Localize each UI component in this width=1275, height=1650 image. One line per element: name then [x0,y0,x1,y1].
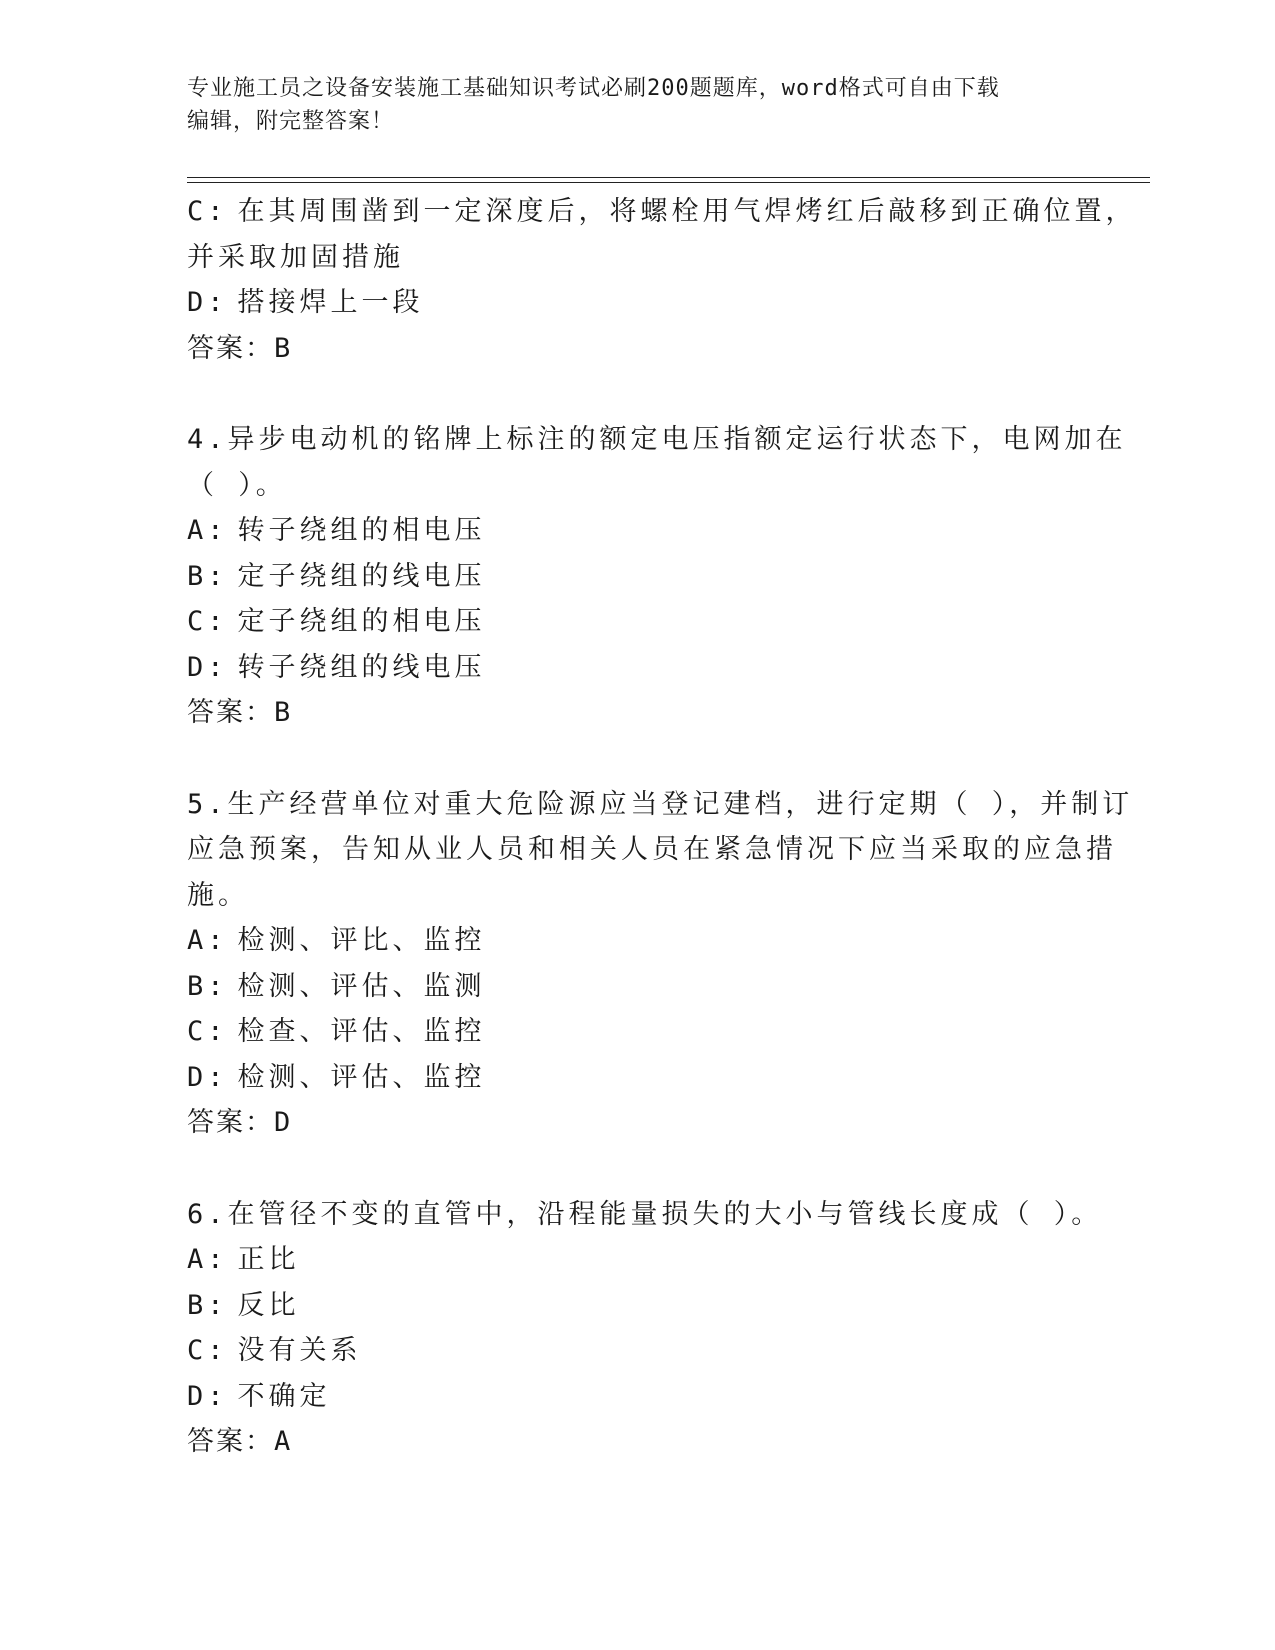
question-3-continuation [187,189,1137,371]
answer-line: 答案：D [187,1107,295,1138]
option-c: C: 检查、评估、监控 [187,1016,486,1047]
option-a: A: 检测、评比、监控 [187,925,486,956]
question-stem: 4.异步电动机的铭牌上标注的额定电压指额定运行状态下，电网加在 [187,424,1127,455]
question-content [187,189,1137,1465]
answer-line: 答案：B [187,697,295,728]
question-6 [187,1192,1103,1465]
spacer [187,1146,1067,1192]
question-stem: 5.生产经营单位对重大危险源应当登记建档，进行定期（ ），并制订 [187,788,1134,820]
header-divider-bottom [187,182,1150,183]
option-b: B: 反比 [187,1289,300,1321]
spacer [187,736,1067,782]
question-stem: 6.在管径不变的直管中，沿程能量损失的大小与管线长度成（ ）。 [187,1198,1103,1230]
answer-value: B [274,697,295,728]
question-stem-continued: （ ）。 [187,469,287,501]
option-b: B: 定子绕组的线电压 [187,560,486,592]
answer-line: 答案：B [187,332,295,364]
option-d: D: 不确定 [187,1380,331,1412]
option-c: C: 在其周围凿到一定深度后，将螺栓用气焊烤红后敲移到正确位置， [187,196,1137,227]
question-stem-continued: 施。 [187,879,249,911]
answer-value: B [274,332,295,364]
header-line-1: 专业施工员之设备安装施工基础知识考试必刷200题题库，word格式可自由下载 [187,76,1000,101]
question-4 [187,417,1127,736]
option-d: D: 检测、评估、监控 [187,1061,486,1093]
option-b: B: 检测、评估、监测 [187,970,486,1002]
answer-value: A [274,1426,295,1457]
option-d: D: 转子绕组的线电压 [187,651,486,683]
option-d: D: 搭接焊上一段 [187,287,424,318]
header-line-2: 编辑，附完整答案！ [187,109,395,134]
option-c: C: 没有关系 [187,1335,362,1366]
option-a: A: 转子绕组的相电压 [187,515,486,546]
document-header [187,72,1067,138]
option-c-continued: 并采取加固措施 [187,241,404,273]
header-divider-top [187,177,1150,178]
option-c: C: 定子绕组的相电压 [187,606,486,637]
spacer [187,371,1067,417]
answer-line: 答案：A [187,1426,295,1457]
option-a: A: 正比 [187,1244,300,1275]
question-5 [187,782,1134,1146]
question-stem-continued: 应急预案，告知从业人员和相关人员在紧急情况下应当采取的应急措 [187,834,1117,865]
answer-value: D [274,1107,295,1138]
